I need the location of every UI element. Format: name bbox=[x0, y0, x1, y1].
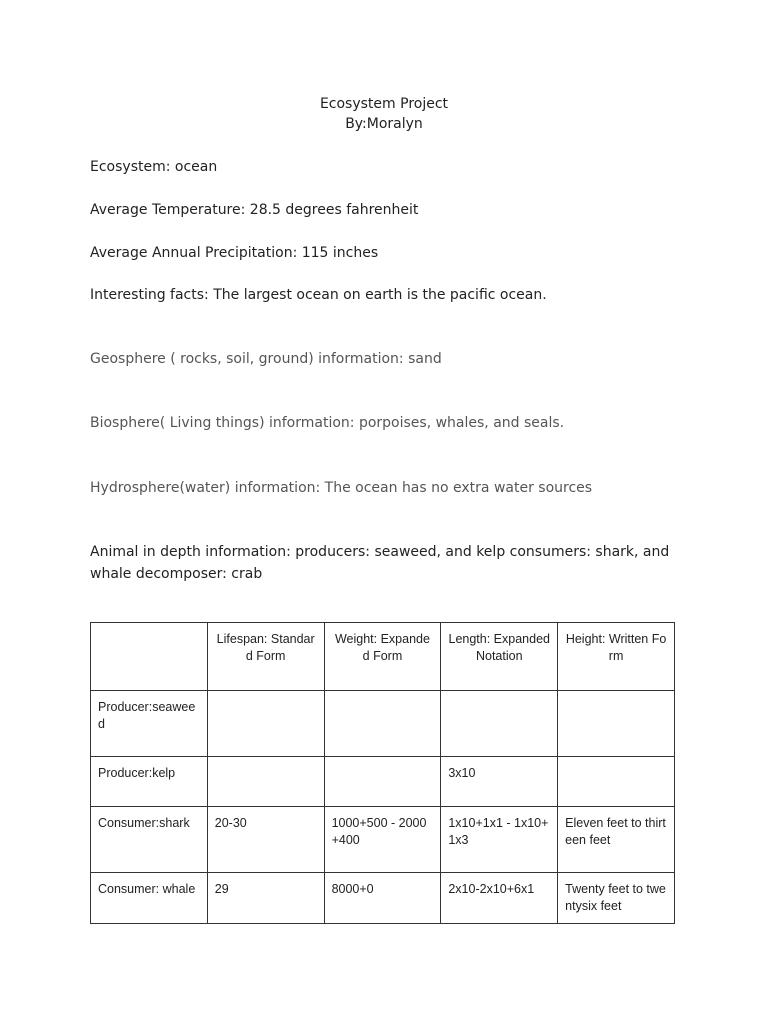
table-cell: 1x10+1x1 - 1x10+1x3 bbox=[441, 807, 558, 873]
table-cell: Eleven feet to thirteen feet bbox=[558, 807, 675, 873]
ecosystem-line: Ecosystem: ocean bbox=[90, 159, 218, 175]
table-cell bbox=[324, 757, 441, 807]
table-cell: Producer:seaweed bbox=[91, 691, 208, 757]
table-row bbox=[91, 757, 675, 807]
table-cell: 20-30 bbox=[207, 807, 324, 873]
table-cell: Twenty feet to twentysix feet bbox=[558, 873, 675, 924]
table-cell: 3x10 bbox=[441, 757, 558, 807]
table-header-row bbox=[91, 623, 675, 691]
biosphere-line: Biosphere( Living things) information: porpoises, whales, and seals. bbox=[90, 415, 565, 431]
table-cell bbox=[558, 757, 675, 807]
header-cell: Length: Expanded Notation bbox=[441, 623, 558, 691]
table-cell: 1000+500 - 2000+400 bbox=[324, 807, 441, 873]
header-cell: Lifespan: Standard Form bbox=[207, 623, 324, 691]
title-block bbox=[0, 94, 768, 134]
table-row bbox=[91, 807, 675, 873]
geosphere-line: Geosphere ( rocks, soil, ground) information: sand bbox=[90, 351, 442, 367]
animal-info-line: Animal in depth information: producers: seaweed, and kelp consumers: shark, and whale decomposer: crab bbox=[90, 544, 670, 582]
temperature-line: Average Temperature: 28.5 degrees fahrenheit bbox=[90, 202, 419, 218]
table-cell: Consumer:shark bbox=[91, 807, 208, 873]
header-cell bbox=[91, 623, 208, 691]
header-cell: Weight: Expanded Form bbox=[324, 623, 441, 691]
table-cell: 29 bbox=[207, 873, 324, 924]
document-title: Ecosystem Project bbox=[319, 96, 449, 112]
table-cell: Producer:kelp bbox=[91, 757, 208, 807]
facts-line: Interesting facts: The largest ocean on earth is the pacific ocean. bbox=[90, 287, 547, 303]
precipitation-line: Average Annual Precipitation: 115 inches bbox=[90, 245, 379, 261]
hydrosphere-line: Hydrosphere(water) information: The ocean has no extra water sources bbox=[90, 480, 593, 496]
table-cell bbox=[207, 691, 324, 757]
table-cell bbox=[207, 757, 324, 807]
table-row bbox=[91, 691, 675, 757]
table-cell bbox=[558, 691, 675, 757]
table-cell: Consumer: whale bbox=[91, 873, 208, 924]
table-cell: 8000+0 bbox=[324, 873, 441, 924]
table-cell: 2x10-2x10+6x1 bbox=[441, 873, 558, 924]
table-cell bbox=[441, 691, 558, 757]
table-row bbox=[91, 873, 675, 924]
table-cell bbox=[324, 691, 441, 757]
document-author: By:Moralyn bbox=[345, 116, 423, 132]
header-cell: Height: Written Form bbox=[558, 623, 675, 691]
data-table bbox=[90, 622, 675, 924]
